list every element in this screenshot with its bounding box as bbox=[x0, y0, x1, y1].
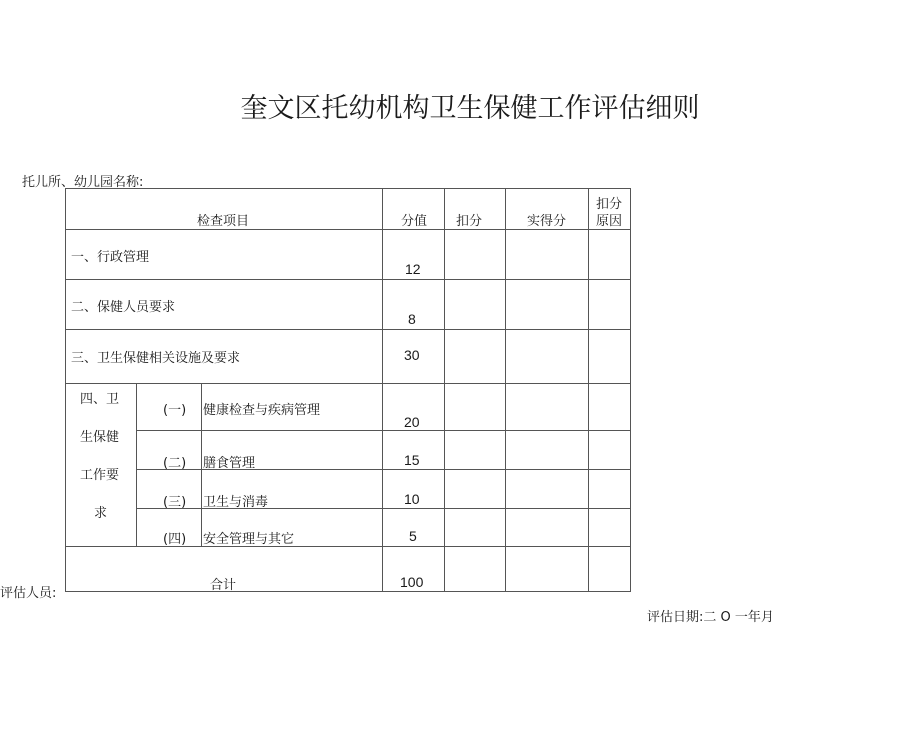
section4-label-line: 生保健 bbox=[80, 430, 120, 445]
actual-cell[interactable] bbox=[506, 431, 589, 470]
deduct-cell[interactable] bbox=[445, 547, 506, 592]
row-label: 一、行政管理 bbox=[71, 250, 150, 265]
institution-name-label: 托儿所、幼儿园名称: bbox=[22, 175, 144, 190]
row-score: 10 bbox=[404, 491, 420, 507]
deduct-cell[interactable] bbox=[445, 330, 506, 384]
sub-number: (三) bbox=[163, 495, 187, 510]
row-label: 二、保健人员要求 bbox=[71, 300, 176, 315]
reason-cell[interactable] bbox=[589, 431, 631, 470]
deduct-cell[interactable] bbox=[445, 230, 506, 280]
table-row bbox=[66, 384, 631, 431]
header-item: 检查项目 bbox=[197, 214, 250, 229]
row-score: 30 bbox=[404, 347, 420, 363]
table-row bbox=[66, 330, 631, 384]
actual-cell[interactable] bbox=[506, 330, 589, 384]
total-label: 合计 bbox=[210, 578, 237, 593]
header-reason-line2: 原因 bbox=[596, 214, 623, 229]
section4-label-cell bbox=[66, 384, 137, 547]
table-row bbox=[66, 509, 631, 547]
section4-label-line: 求 bbox=[94, 506, 108, 521]
header-deduct: 扣分 bbox=[456, 214, 483, 229]
deduct-cell[interactable] bbox=[445, 280, 506, 330]
sub-number: (一) bbox=[163, 403, 187, 418]
table-row bbox=[66, 230, 631, 280]
deduct-cell[interactable] bbox=[445, 470, 506, 509]
section4-label-line: 四、卫 bbox=[80, 392, 120, 407]
reason-cell[interactable] bbox=[589, 330, 631, 384]
sub-label: 安全管理与其它 bbox=[203, 532, 295, 547]
table-row bbox=[66, 470, 631, 509]
reason-cell[interactable] bbox=[589, 509, 631, 547]
total-score: 100 bbox=[400, 574, 424, 590]
header-reason-cell bbox=[589, 189, 631, 230]
table-row bbox=[66, 280, 631, 330]
actual-cell[interactable] bbox=[506, 470, 589, 509]
header-score: 分值 bbox=[401, 214, 428, 229]
reason-cell[interactable] bbox=[589, 547, 631, 592]
actual-cell[interactable] bbox=[506, 509, 589, 547]
row-score: 12 bbox=[405, 261, 421, 277]
page-title: 奎文区托幼机构卫生保健工作评估细则 bbox=[240, 93, 700, 124]
reason-cell[interactable] bbox=[589, 470, 631, 509]
evaluation-table bbox=[65, 188, 631, 592]
header-score-cell bbox=[383, 189, 445, 230]
header-deduct-cell bbox=[445, 189, 506, 230]
reason-cell[interactable] bbox=[589, 384, 631, 431]
sub-label: 卫生与消毒 bbox=[203, 495, 269, 510]
table-row bbox=[66, 431, 631, 470]
header-actual-cell bbox=[506, 189, 589, 230]
reason-cell[interactable] bbox=[589, 230, 631, 280]
actual-cell[interactable] bbox=[506, 547, 589, 592]
actual-cell[interactable] bbox=[506, 280, 589, 330]
row-score: 15 bbox=[404, 452, 420, 468]
sub-label: 膳食管理 bbox=[203, 456, 256, 471]
deduct-cell[interactable] bbox=[445, 509, 506, 547]
sub-number: (四) bbox=[163, 532, 187, 547]
total-row bbox=[66, 547, 631, 592]
row-score: 8 bbox=[408, 311, 416, 327]
row-score: 5 bbox=[409, 528, 417, 544]
sub-label: 健康检查与疾病管理 bbox=[203, 403, 321, 418]
deduct-cell[interactable] bbox=[445, 384, 506, 431]
row-label: 三、卫生保健相关设施及要求 bbox=[71, 351, 241, 366]
actual-cell[interactable] bbox=[506, 384, 589, 431]
header-reason-line1: 扣分 bbox=[596, 197, 623, 212]
header-actual: 实得分 bbox=[527, 214, 567, 229]
row-score: 20 bbox=[404, 414, 420, 430]
reason-cell[interactable] bbox=[589, 280, 631, 330]
section4-label-line: 工作要 bbox=[80, 468, 120, 483]
evaluation-date-label: 评估日期:二 O 一年月 bbox=[647, 610, 774, 625]
actual-cell[interactable] bbox=[506, 230, 589, 280]
sub-number: (二) bbox=[163, 456, 187, 471]
header-item-cell bbox=[66, 189, 383, 230]
deduct-cell[interactable] bbox=[445, 431, 506, 470]
evaluator-label: 评估人员: bbox=[0, 586, 57, 601]
header-row bbox=[66, 189, 631, 230]
